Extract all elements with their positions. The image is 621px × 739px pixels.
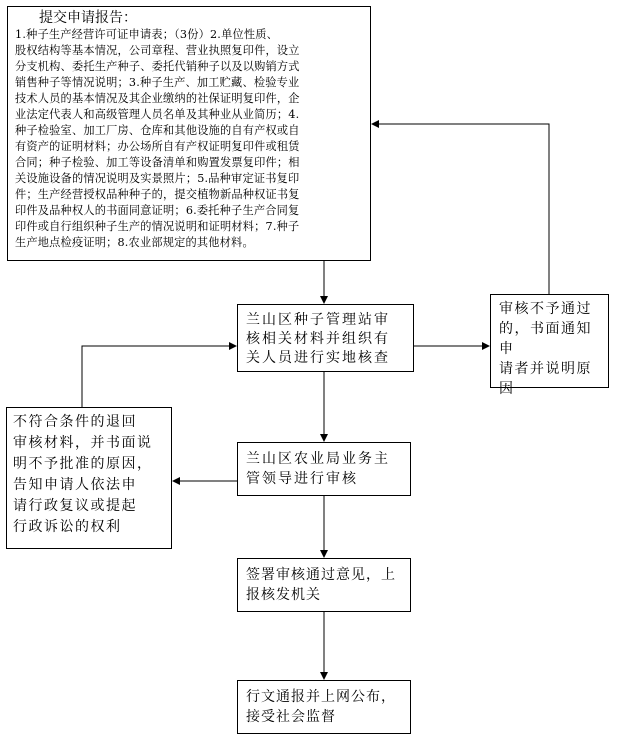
sign-approval-text: 签署审核通过意见，上 报核发机关 xyxy=(246,567,396,603)
publish-notice-box xyxy=(237,680,411,734)
application-report-title: 提交申请报告： xyxy=(39,10,137,26)
application-materials-list: 1.种子生产经营许可证申请表；（3份）2.单位性质、 股权结构等基本情况，公司章程、营业执照复印件，设立 分支机构、委托生产种子、委托代销种子以及以购销方式 销售种子等情况说明；3.种子生产、加工贮藏、检验专业 技术人员的基本情况及其企业缴纳的社保证明复印件，企 业法定代表人和高级管理人员名单及其种业从业简历；4. 种子检验室、加工厂房、仓库和其他设施的自有产权或自 有资产的证明材料；办公场所自有产权证明复印件或租赁 合同；种子检验、加工等设备清单和购置发票复印件；相 关设施设备的情况说明及实景照片；5.品种审定证书复印 件；生产经营授权品种种子的，提交植物新品种权证书复 印件及品种权人的书面同意证明；6.委托种子生产合同复 印件或自行组织种子生产的情况说明和证明材料；7.种子 生产地点检疫证明；8.农业部规定的其他材料。 xyxy=(15,28,300,249)
arrow-rejected-to-application xyxy=(372,124,549,294)
bureau-review-text: 兰山区农业局业务主 管领导进行审核 xyxy=(246,451,390,487)
bureau-review-box xyxy=(237,442,411,496)
sign-approval-box xyxy=(237,558,411,612)
publish-notice-text: 行文通报并上网公布， 接受社会监督 xyxy=(246,689,396,725)
arrow-not-qualified-to-station-review xyxy=(82,346,236,407)
station-review-text: 兰山区种子管理站审 核相关材料并组织有 关人员进行实地核查 xyxy=(246,312,390,366)
not-qualified-box xyxy=(6,407,172,549)
station-review-box xyxy=(237,304,414,372)
not-qualified-text: 不符合条件的退回 审核材料，并书面说 明不予批准的原因， 告知申请人依法申 请行政复议或提起 行政诉讼的权利 xyxy=(13,414,153,535)
rejection-notice-text: 审核不予通过 的，书面通知申 请者并说明原 因 xyxy=(499,301,592,397)
application-report-box xyxy=(7,6,371,261)
rejection-notice-box xyxy=(490,294,609,397)
